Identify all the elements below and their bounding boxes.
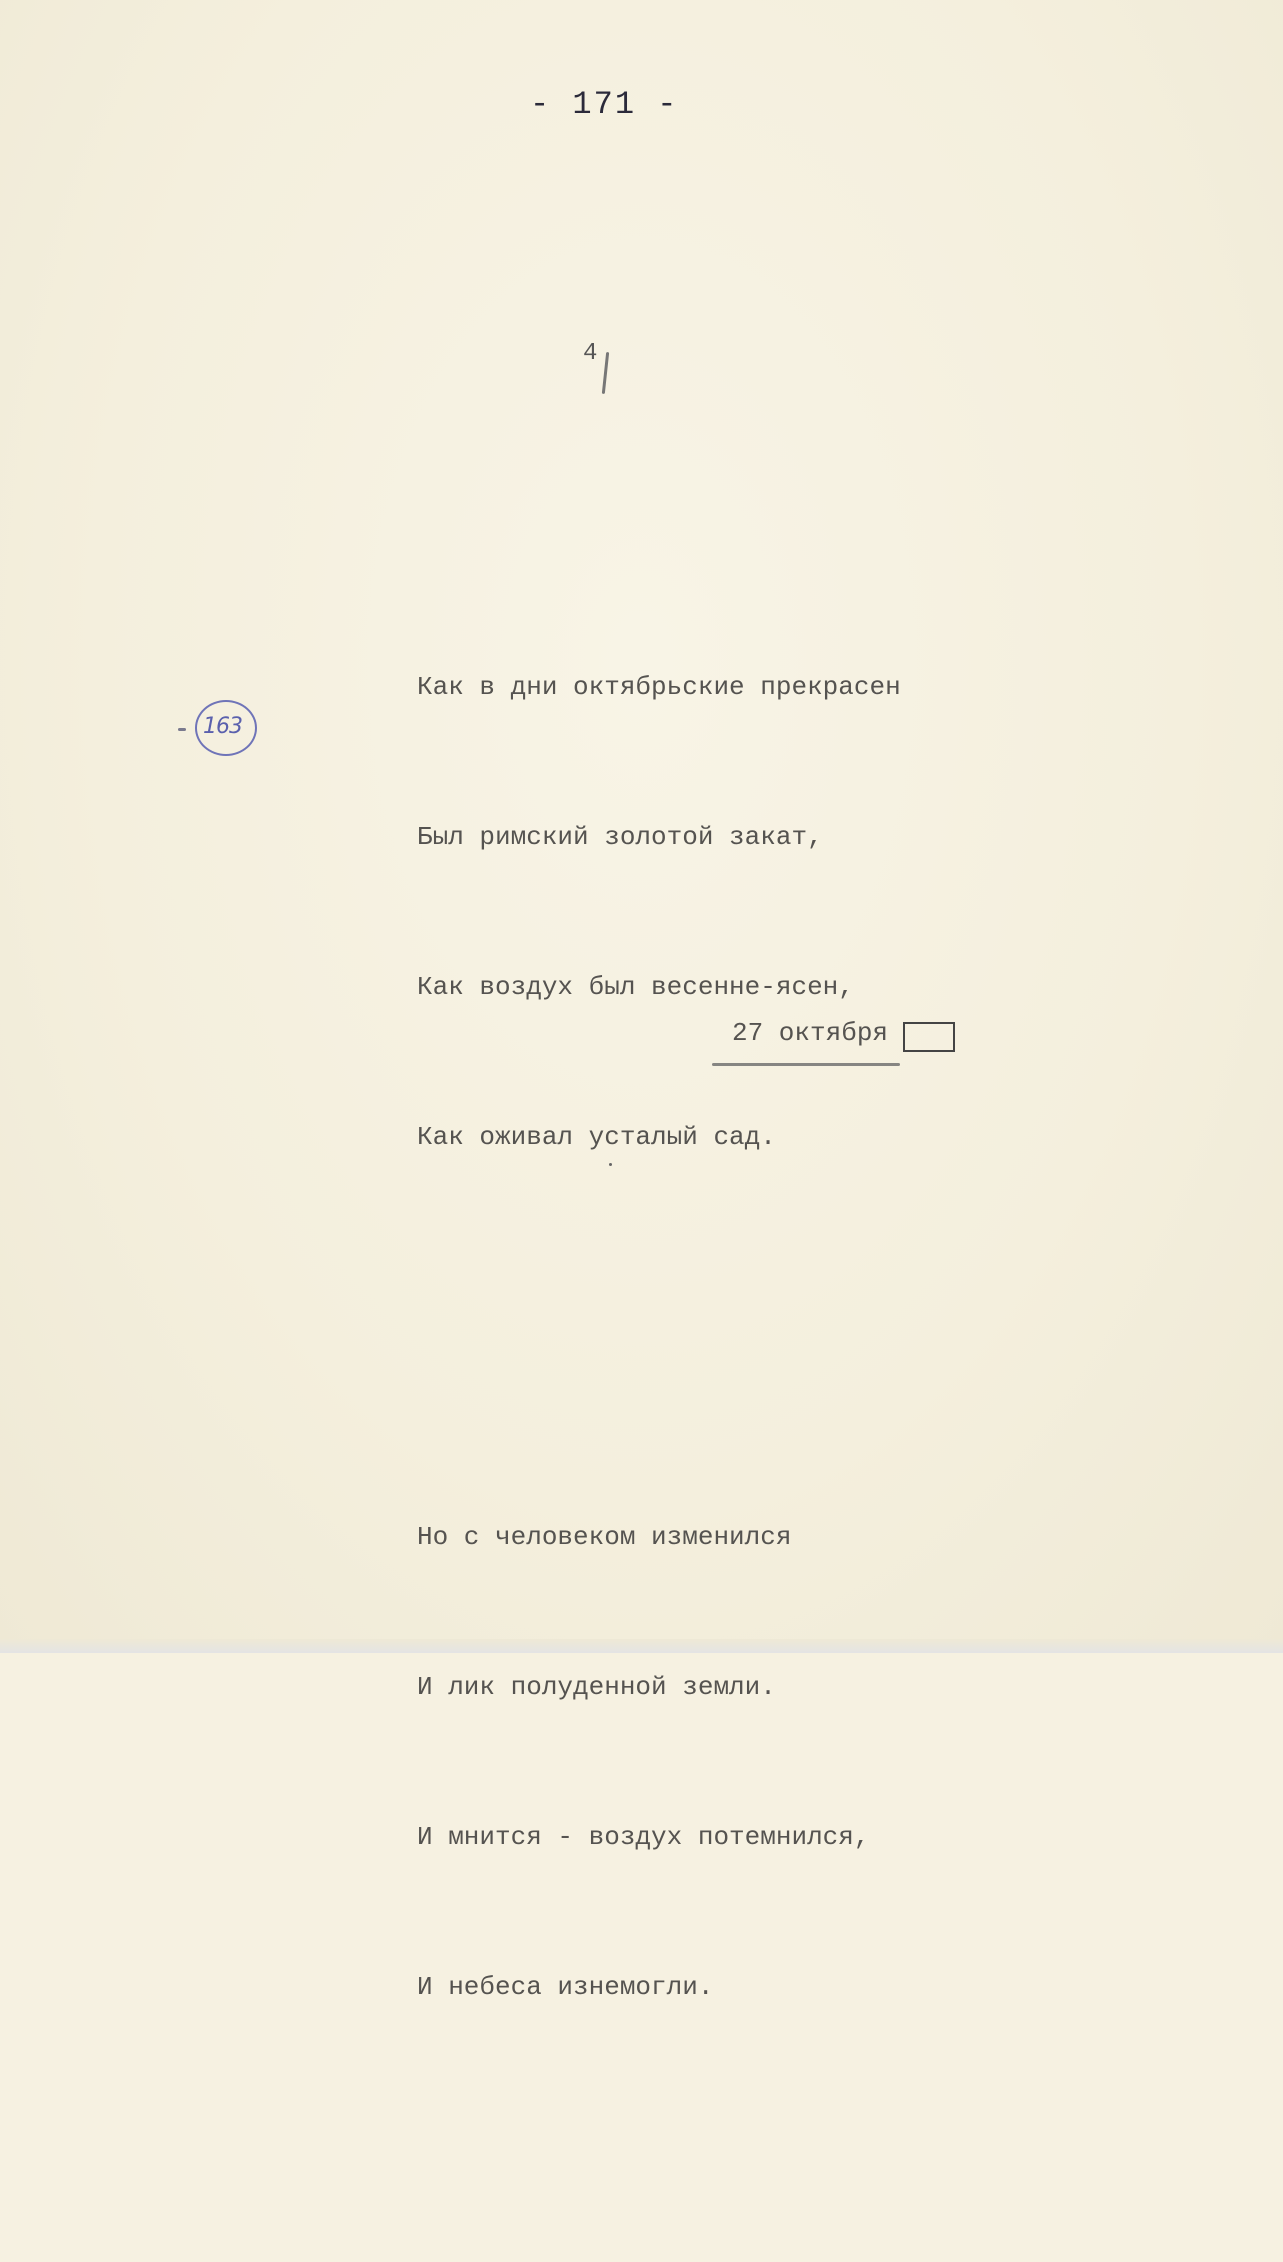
poem-line: Но с человеком изменился — [417, 1522, 792, 1552]
section-number: 4 — [583, 340, 598, 367]
archive-mark-dash — [178, 728, 186, 731]
pencil-mark — [602, 352, 609, 394]
poem-line: Как в дни октябрьские прекрасен — [417, 672, 901, 702]
page-number: - 171 - — [530, 86, 679, 123]
poem-stanza-1 — [417, 562, 901, 1262]
archive-mark-number: 163 — [203, 714, 242, 739]
poem-line: Как воздух был весенне-ясен, — [417, 972, 854, 1002]
poem-line: И лик полуденной земли. — [417, 1672, 776, 1702]
struck-out-year-box — [903, 1022, 955, 1052]
paper-speck — [609, 1163, 612, 1166]
poem — [417, 462, 901, 2262]
scan-bottom-edge — [0, 1639, 1283, 1653]
poem-date: 27 октября — [732, 1018, 889, 1048]
date-underline — [712, 1063, 900, 1066]
poem-line: Был римский золотой закат, — [417, 822, 823, 852]
poem-line: Как оживал усталый сад. — [417, 1122, 776, 1152]
poem-stanza-2 — [417, 1412, 901, 2112]
poem-line: И мнится - воздух потемнился, — [417, 1822, 870, 1852]
poem-line: И небеса изнемогли. — [417, 1972, 714, 2002]
